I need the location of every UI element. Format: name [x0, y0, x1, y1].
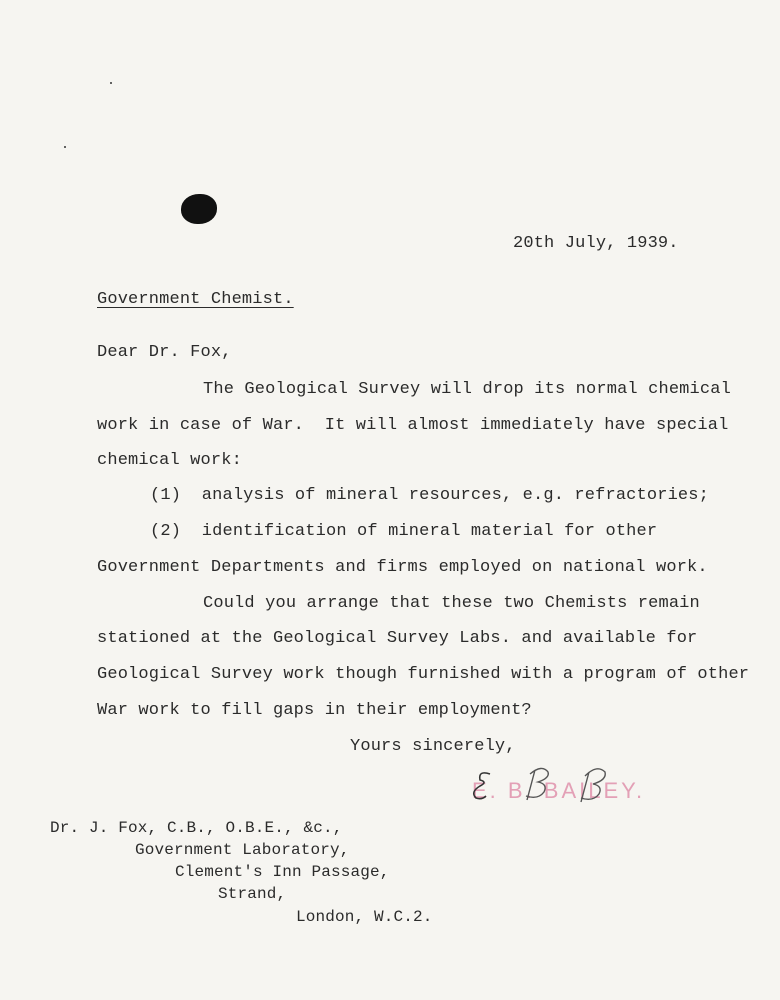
- body-line: Could you arrange that these two Chemists remain: [203, 594, 700, 613]
- closing: Yours sincerely,: [350, 737, 516, 756]
- body-line: stationed at the Geological Survey Labs. and available for: [97, 629, 698, 648]
- address-line: Government Laboratory,: [135, 841, 350, 859]
- body-line: (1) analysis of mineral resources, e.g. refractories;: [150, 486, 709, 505]
- address-line: Dr. J. Fox, C.B., O.B.E., &c.,: [50, 819, 343, 837]
- body-line: War work to fill gaps in their employment?: [97, 701, 532, 720]
- body-line: (2) identification of mineral material for other: [150, 522, 658, 541]
- letter-date: 20th July, 1939.: [513, 234, 679, 253]
- body-line: Geological Survey work though furnished with a program of other: [97, 665, 750, 684]
- body-line: The Geological Survey will drop its normal chemical: [203, 380, 731, 399]
- address-line: London, W.C.2.: [296, 908, 433, 926]
- speck: [110, 82, 112, 84]
- salutation: Dear Dr. Fox,: [97, 343, 232, 362]
- address-line: Strand,: [218, 885, 287, 903]
- body-line: Government Departments and firms employed on national work.: [97, 558, 708, 577]
- address-line: Clement's Inn Passage,: [175, 863, 390, 881]
- ink-blot: [181, 194, 217, 224]
- body-line: chemical work:: [97, 451, 242, 470]
- body-line: work in case of War. It will almost immediately have special: [97, 416, 729, 435]
- letter-heading: Government Chemist.: [97, 290, 294, 309]
- signature-stamp: E. B. BAILEY.: [472, 778, 646, 803]
- speck: [64, 146, 66, 148]
- handwritten-signature: [465, 762, 625, 812]
